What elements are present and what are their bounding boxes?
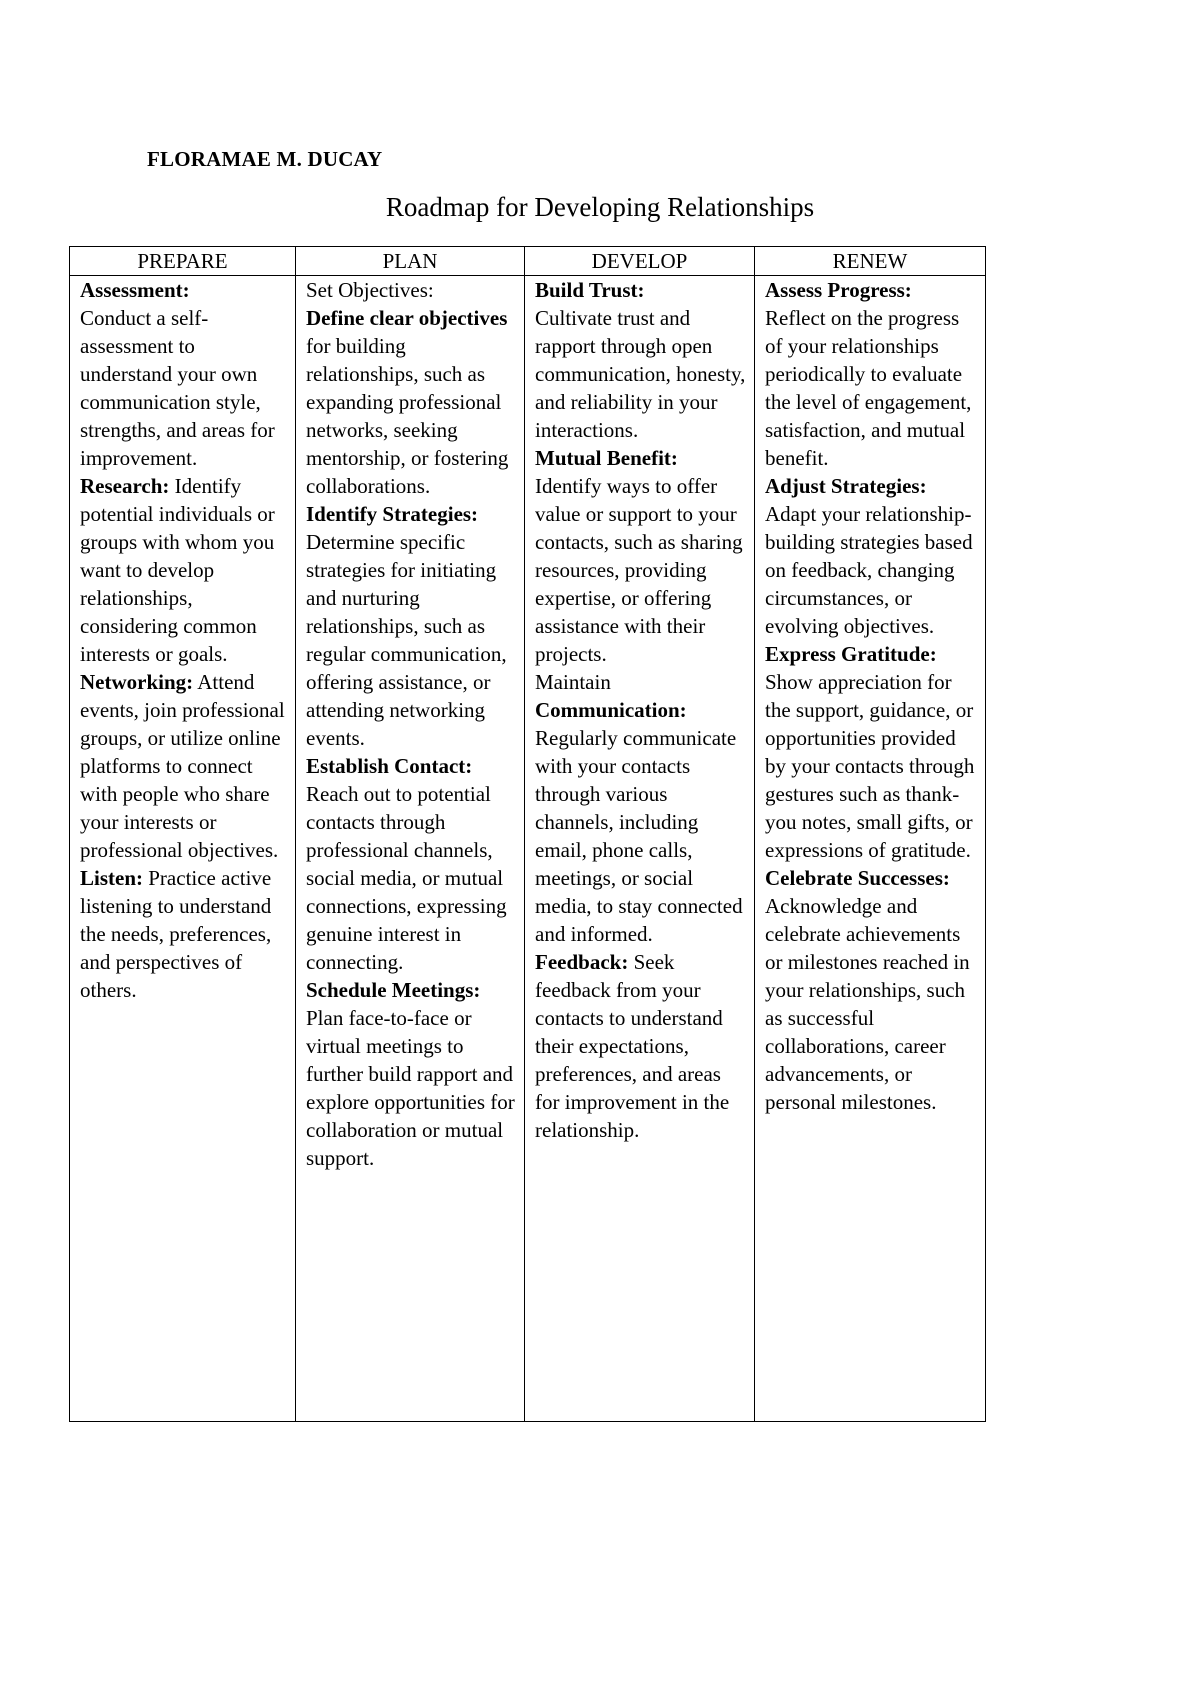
prepare-listen <box>80 864 289 1004</box>
trust-text: Cultivate trust and rapport through open communication, honesty, and reliability in your interactions. <box>535 306 746 442</box>
adjust-title: Adjust Strategies: <box>765 474 927 498</box>
trust-title: Build Trust: <box>535 278 645 302</box>
plan-schedule <box>306 976 518 1172</box>
celebrate-title: Celebrate Successes: <box>765 866 950 890</box>
document-title: Roadmap for Developing Relationships <box>385 192 815 222</box>
develop-communication <box>535 668 748 948</box>
celebrate-text: Acknowledge and celebrate achievements or milestones reached in your relationships, such as successful collaborations, career advancements, or personal milestones. <box>765 894 970 1114</box>
gratitude-title: Express Gratitude: <box>765 642 937 666</box>
author-name: FLORAMAE M. DUCAY <box>147 147 383 171</box>
listen-title: Listen: <box>80 866 143 890</box>
define-title: Define clear objectives <box>306 306 508 330</box>
renew-celebrate <box>765 864 979 1116</box>
assess-text: Reflect on the progress of your relationships periodically to evaluate the level of engagement, satisfaction, and mutual benefit. <box>765 306 972 470</box>
communication-text: Regularly communicate with your contacts through various channels, including email, phone calls, meetings, or social media, to stay connected and informed. <box>535 726 743 946</box>
networking-title: Networking: <box>80 670 194 694</box>
assessment-text: Conduct a self-assessment to understand your own communication style, strengths, and areas for improvement. <box>80 306 275 470</box>
research-text: Identify potential individuals or groups with whom you want to develop relationships, considering common interests or goals. <box>80 474 275 666</box>
table-row <box>70 276 986 1422</box>
plan-identify <box>306 500 518 752</box>
benefit-title: Mutual Benefit: <box>535 446 678 470</box>
plan-establish <box>306 752 518 976</box>
maintain-prefix: Maintain <box>535 670 611 694</box>
column-header-renew: RENEW <box>755 247 986 276</box>
prepare-research <box>80 472 289 668</box>
gratitude-text: Show appreciation for the support, guidance, or opportunities provided by your contacts through gestures such as thank-you notes, small gifts, or expressions of gratitude. <box>765 670 975 862</box>
define-text: for building relationships, such as expanding professional networks, seeking mentorship, or fostering collaborations. <box>306 334 509 498</box>
communication-title: Communication: <box>535 698 687 722</box>
research-title: Research: <box>80 474 170 498</box>
listen-text: Practice active listening to understand the needs, preferences, and perspectives of others. <box>80 866 272 1002</box>
renew-assess <box>765 276 979 472</box>
networking-text: Attend events, join professional groups, or utilize online platforms to connect with people who share your interests or professional objectives. <box>80 670 285 862</box>
column-header-prepare: PREPARE <box>70 247 296 276</box>
column-header-develop: DEVELOP <box>525 247 755 276</box>
develop-trust <box>535 276 748 444</box>
develop-feedback <box>535 948 748 1144</box>
roadmap-table <box>69 246 986 1422</box>
adjust-text: Adapt your relationship-building strategies based on feedback, changing circumstances, or evolving objectives. <box>765 502 973 638</box>
prepare-networking <box>80 668 289 864</box>
identify-text: Determine specific strategies for initiating and nurturing relationships, such as regular communication, offering assistance, or attending networking events. <box>306 530 507 750</box>
plan-cell <box>296 276 525 1422</box>
assessment-title: Assessment: <box>80 278 190 302</box>
renew-gratitude <box>765 640 979 864</box>
prepare-assessment <box>80 276 289 472</box>
feedback-title: Feedback: <box>535 950 629 974</box>
plan-objectives-intro: Set Objectives: <box>306 278 434 302</box>
assess-title: Assess Progress: <box>765 278 912 302</box>
table-header-row <box>70 247 986 276</box>
establish-text: Reach out to potential contacts through professional channels, social media, or mutual connections, expressing genuine interest in connecting. <box>306 782 507 974</box>
establish-title: Establish Contact: <box>306 754 473 778</box>
feedback-text: Seek feedback from your contacts to understand their expectations, preferences, and areas for improvement in the relationship. <box>535 950 730 1142</box>
column-header-plan: PLAN <box>296 247 525 276</box>
develop-benefit <box>535 444 748 668</box>
schedule-text: Plan face-to-face or virtual meetings to further build rapport and explore opportunities for collaboration or mutual support. <box>306 1006 515 1170</box>
identify-title: Identify Strategies: <box>306 502 479 526</box>
renew-adjust <box>765 472 979 640</box>
schedule-title: Schedule Meetings: <box>306 978 481 1002</box>
renew-cell <box>755 276 986 1422</box>
prepare-cell <box>70 276 296 1422</box>
develop-cell <box>525 276 755 1422</box>
plan-define <box>306 304 518 500</box>
benefit-text: Identify ways to offer value or support to your contacts, such as sharing resources, providing expertise, or offering assistance with their projects. <box>535 474 743 666</box>
